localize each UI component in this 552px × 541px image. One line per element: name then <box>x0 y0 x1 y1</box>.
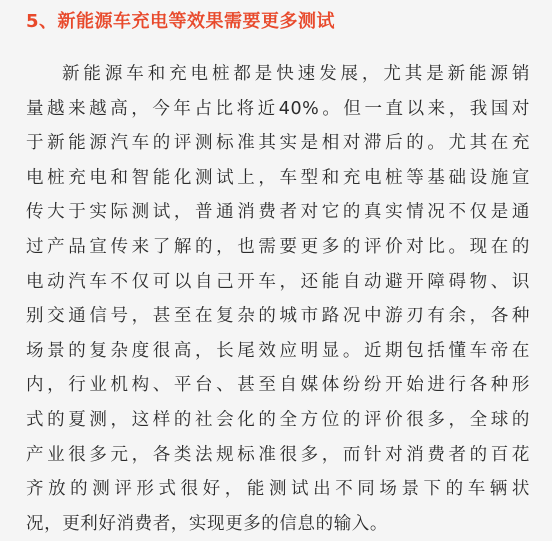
paragraph-line: 量越来越高，今年占比将近40%。但一直以来，我国对 <box>26 98 530 119</box>
paragraph-line: 齐放的测评形式很好，能测试出不同场景下的车辆状 <box>26 479 530 500</box>
paragraph-line: 式的夏测，这样的社会化的全方位的评价很多，全球的 <box>26 409 530 430</box>
paragraph-line: 传大于实际测试，普通消费者对它的真实情况不仅是通 <box>26 202 530 223</box>
paragraph-line: 于新能源汽车的评测标准其实是相对滞后的。尤其在充 <box>26 133 530 154</box>
paragraph-line: 电动汽车不仅可以自己开车，还能自动避开障碍物、识 <box>26 271 530 292</box>
paragraph-line: 内，行业机构、平台、甚至自媒体纷纷开始进行各种形 <box>26 375 530 396</box>
paragraph-line: 场景的复杂度很高，长尾效应明显。近期包括懂车帝在 <box>26 340 530 361</box>
paragraph-line: 电桩充电和智能化测试上，车型和充电桩等基础设施宣 <box>26 167 530 188</box>
paragraph-line: 产业很多元，各类法规标准很多，而针对消费者的百花 <box>26 444 530 465</box>
paragraph-line: 况，更利好消费者，实现更多的信息的输入。 <box>26 513 388 534</box>
paragraph-line: 过产品宣传来了解的，也需要更多的评价对比。现在的 <box>26 236 530 257</box>
paragraph-line: 新能源车和充电桩都是快速发展，尤其是新能源销 <box>62 64 530 84</box>
article-paragraph <box>26 57 538 541</box>
section-heading: 5、新能源车充电等效果需要更多测试 <box>26 11 336 32</box>
paragraph-line: 别交通信号，甚至在复杂的城市路况中游刃有余，各种 <box>26 306 530 327</box>
